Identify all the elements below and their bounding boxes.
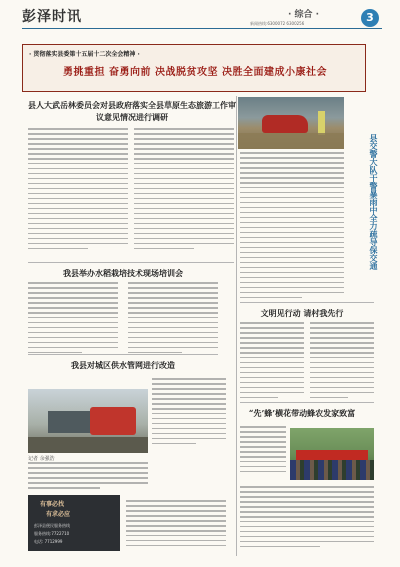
masthead	[0, 0, 400, 32]
article-3-body-right	[152, 378, 226, 448]
article-3-headline: 我县对城区供水管网进行改造	[71, 360, 175, 370]
theme-banner	[22, 44, 366, 92]
article-2-headline: 我县举办水稻栽培技术现场培训会	[63, 268, 183, 278]
hotline-info: 新闻热线:6300072 6300256	[250, 21, 305, 26]
ad-line-4: 服务热线:7722710	[34, 531, 70, 536]
column-divider	[236, 96, 237, 556]
article-3-body-bottom	[28, 462, 148, 492]
ad-line-2: 有求必应	[46, 511, 71, 518]
beekeepers-photo	[290, 428, 374, 480]
theme-slogan: 勇挑重担 奋勇向前 决战脱贫攻坚 决胜全面建成小康社会	[63, 67, 327, 78]
divider	[28, 354, 218, 355]
divider	[240, 302, 374, 303]
ad-line-5: 电话: 7712999	[34, 539, 63, 544]
side-vertical-headline: 县交警大队干警暴雨中全力疏导保交通	[369, 134, 379, 270]
divider	[240, 402, 374, 403]
article-1-headline: 县人大武岳林委员会对县政府落实全县草原生态旅游工作审议意见情况进行调研	[28, 100, 236, 122]
article-4-continued	[126, 500, 226, 550]
article-2-body-left	[28, 282, 118, 357]
theme-kicker: · 贯彻落实县委第十五届十二次全会精神 ·	[29, 51, 140, 58]
article-1-body-left	[28, 128, 128, 253]
article-4-headline: 文明见行动 请村我先行	[260, 308, 344, 318]
article-1-body-right	[134, 128, 234, 253]
photo-credit: 记者 余强浩	[28, 456, 55, 462]
article-4-body-right	[310, 322, 374, 402]
hotline-advertisement	[28, 495, 120, 551]
article-5-body-left	[240, 426, 286, 476]
ad-line-3: 彭泽县便民服务热线	[34, 523, 70, 528]
pipe-repair-photo	[28, 389, 148, 453]
ad-line-1: 有事必找	[40, 501, 65, 508]
divider	[28, 262, 234, 263]
page-number-badge: 3	[361, 9, 379, 27]
masthead-rule	[22, 28, 382, 29]
section-label: · 综合 ·	[288, 10, 320, 20]
newspaper-title: 彭泽时讯	[22, 9, 82, 25]
article-5-headline: “先’蜂’横花带动蜂农发家致富	[248, 408, 356, 418]
article-4-body-left	[240, 322, 304, 402]
article-2-body-right	[128, 282, 218, 357]
article-5-body-bottom	[240, 486, 374, 551]
side-article-body	[240, 152, 344, 302]
flood-photo	[238, 97, 344, 149]
